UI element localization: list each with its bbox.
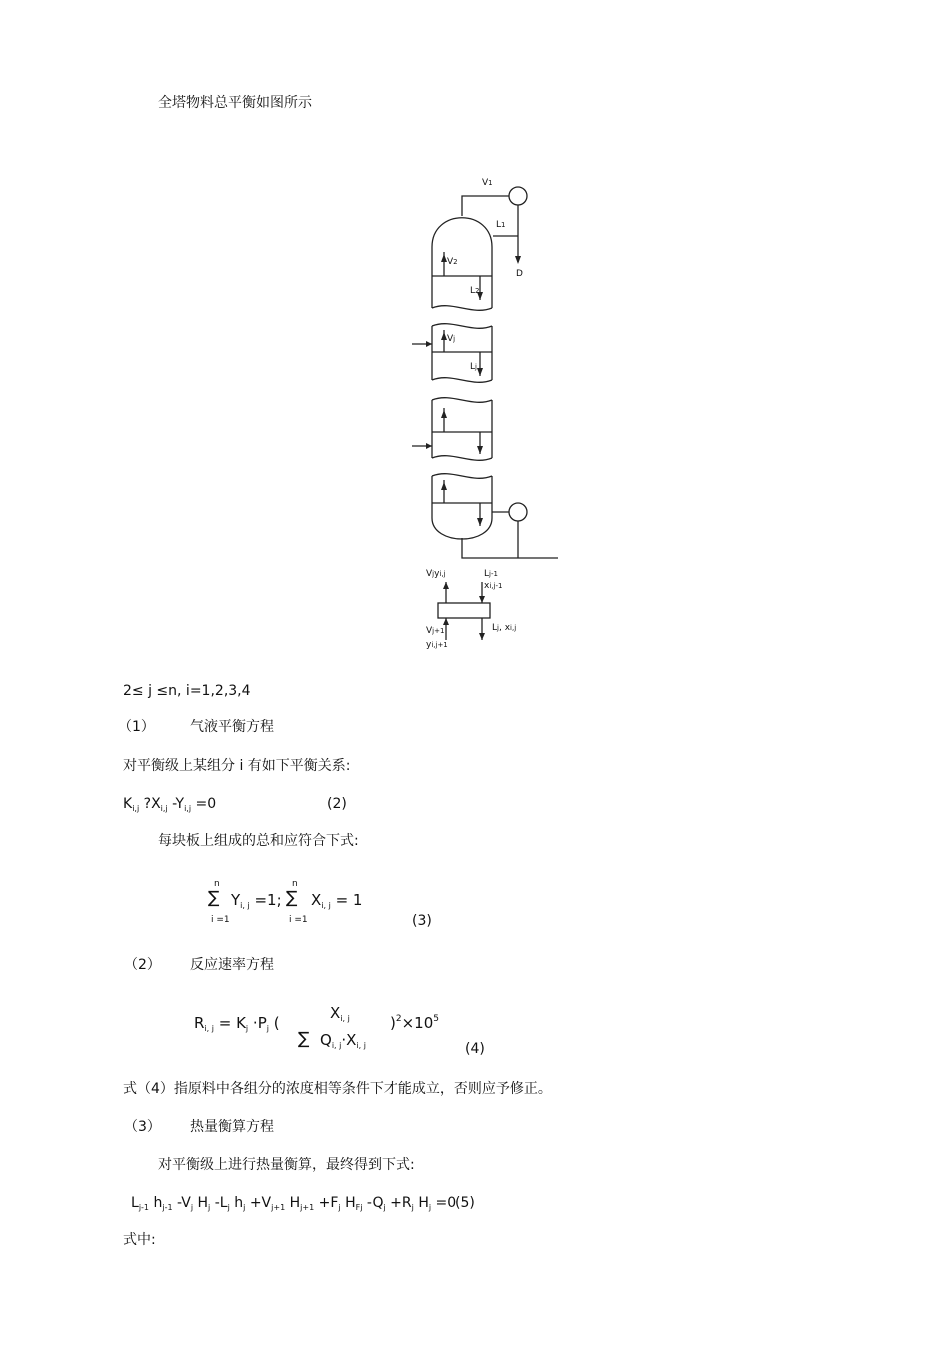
condenser-icon: [509, 187, 527, 205]
label-v1: V1: [482, 178, 493, 188]
equation-3-number: (3): [412, 913, 432, 929]
equation-2: $K_{i,j}$ $?X_{i,j}$ $-Y_{i,j} =0$: [123, 796, 217, 813]
heat-text: 对平衡级上进行热量衡算，最终得到下式:: [158, 1157, 415, 1173]
eq4-denominator: $Q_{i, j}\cdot X_{i, j}$: [320, 1031, 366, 1050]
section-3-number: （3）: [124, 1119, 161, 1135]
eq4-numerator: $X_{i, j}$: [330, 1004, 350, 1023]
eq3-sigma2: ∑: [286, 888, 298, 908]
note-4: 式（4）指原料中各组分的浓度相等条件下才能成立，否则应予修正。: [123, 1081, 552, 1097]
eq3-i2: i =1: [289, 915, 308, 925]
eq3-n2: n: [292, 879, 298, 889]
stage-label-bot-left: Vj+1: [426, 626, 445, 636]
stage-label-top-left: Vjyi,j: [426, 569, 446, 579]
distillation-column-diagram: [0, 0, 950, 670]
label-l2: L2: [470, 286, 480, 296]
section-2-number: （2）: [124, 957, 161, 973]
eq3-sigma1: ∑: [208, 888, 220, 908]
where-label: 式中:: [123, 1232, 156, 1248]
stage-label-bot-right: Lj, xi,j: [492, 623, 517, 633]
eq3-i1: i =1: [211, 915, 230, 925]
reboiler-icon: [509, 503, 527, 521]
equation-4-number: (4): [465, 1041, 485, 1057]
equation-5-number: (5): [455, 1195, 475, 1211]
label-vj: Vj: [447, 334, 456, 344]
eq3-x: $X_{i, j} = 1$: [311, 891, 363, 910]
heading: 全塔物料总平衡如图所示: [158, 95, 312, 111]
equation-2-number: (2): [327, 796, 347, 812]
label-lj: Lj: [470, 362, 477, 372]
eq4-sigma: ∑: [298, 1029, 310, 1049]
label-l1: L1: [496, 220, 506, 230]
section-1-text: 对平衡级上某组分 i 有如下平衡关系:: [123, 758, 351, 774]
section-1-title: 气液平衡方程: [190, 719, 274, 735]
label-v2: V2: [447, 257, 458, 267]
section-2-title: 反应速率方程: [190, 957, 274, 973]
column-top-head: [432, 218, 492, 247]
sum-text: 每块板上组成的总和应符合下式:: [158, 833, 359, 849]
stage-label-top-right: Lj-1: [484, 569, 498, 579]
eq4-left: $R_{i, j} = K_j \cdot P_j$ (: [194, 1014, 280, 1033]
equation-5: $L_{j-1}$ $h_{j-1}$ $-V_j$ $H_j$ $-L_j$ $h_j +V_{j+1}$ $H_{j+1} +F_j$ $H_{Fj}$ $-Q_j +R_j$ $H_j =0$: [131, 1195, 457, 1212]
section-3-title: 热量衡算方程: [190, 1119, 274, 1135]
single-stage-box: [438, 603, 490, 618]
stage-label-bot-left-2: yi,j+1: [426, 640, 448, 650]
stage-label-top-right-2: xi,j-1: [484, 581, 503, 591]
column-bottom-head: [432, 518, 492, 539]
label-d: D: [516, 269, 523, 279]
eq3-y: $Y_{i, j} =1$;: [231, 891, 282, 910]
range-line: 2≤ j ≤n, i=1,2,3,4: [123, 683, 251, 699]
section-1-number: （1）: [118, 719, 155, 735]
eq4-right: )$^2\times 10^5$: [390, 1014, 439, 1032]
eq3-n1: n: [214, 879, 220, 889]
